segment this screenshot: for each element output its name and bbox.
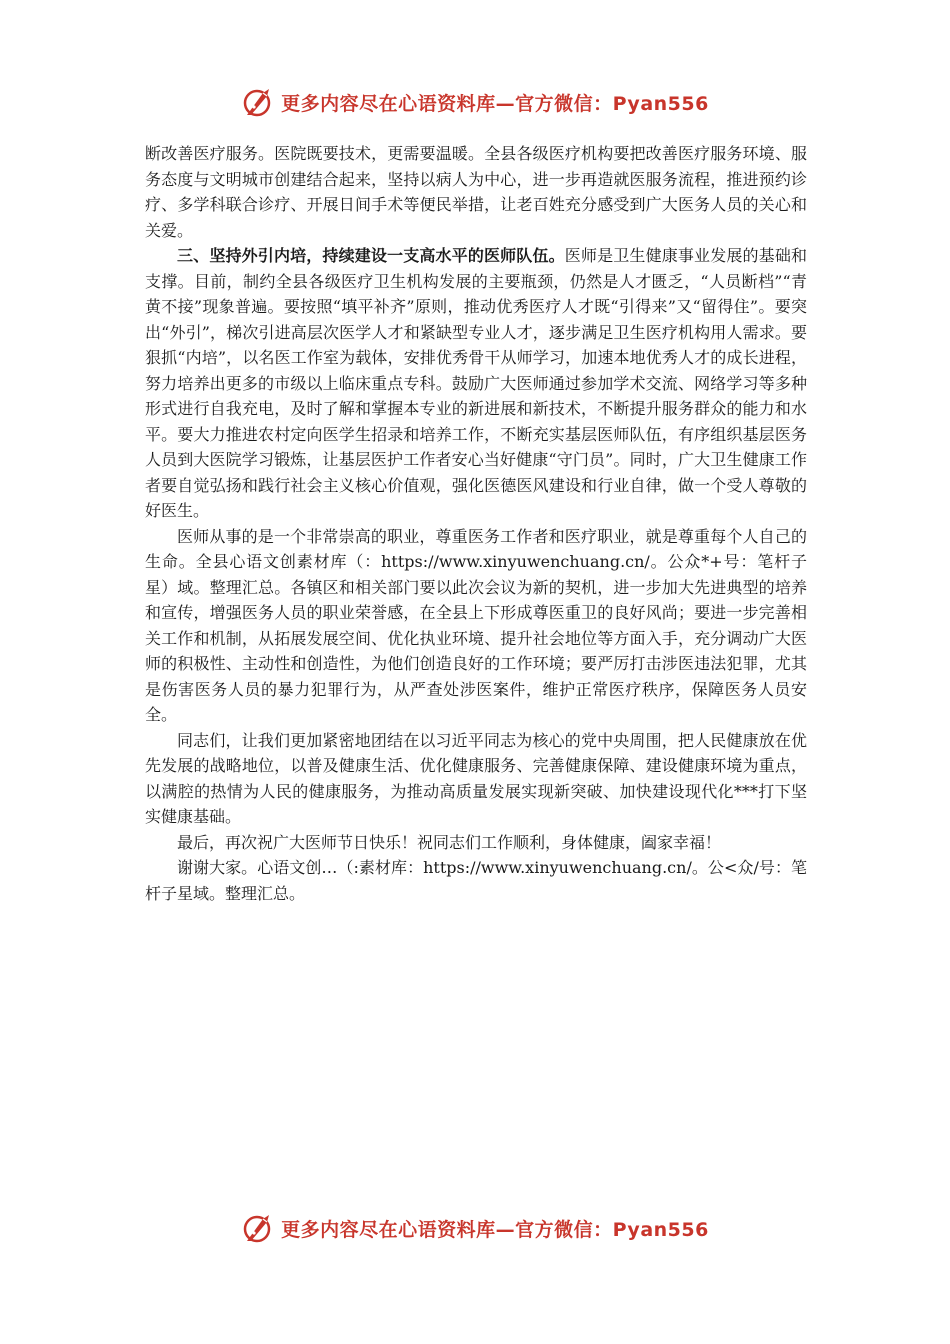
header-banner-text: 更多内容尽在心语资料库—官方微信：Pyan556 — [281, 92, 709, 115]
paragraph-2-text: 医师是卫生健康事业发展的基础和支撑。目前，制约全县各级医疗卫生机构发展的主要瓶颈，仍然是人才匮乏，“人员断档”“青黄不接”现象普遍。要按照“填平补齐”原则，推动优秀医疗人才既“引得来”又“留得住”。要突出“外引”，梯次引进高层次医学人才和紧缺型专业人才，逐步满足卫生医疗机构用人需求。要狠抓“内培”，以名医工作室为载体，安排优秀骨干从师学习，加速本地优秀人才的成长进程，努力培养出更多的市级以上临床重点专科。鼓励广大医师通过参加学术交流、网络学习等多种形式进行自我充电，及时了解和掌握本专业的新进展和新技术，不断提升服务群众的能力和水平。要大力推进农村定向医学生招录和培养工作，不断充实基层医师队伍，有序组织基层医务人员到大医院学习锻炼，让基层医护工作者安心当好健康“守门员”。同时，广大卫生健康工作者要自觉弘扬和践行社会主义核心价值观，强化医德医风建设和行业自律，做一个受人尊敬的好医生。 — [145, 246, 807, 520]
header-banner — [0, 82, 950, 122]
paragraph-4-text: 同志们，让我们更加紧密地团结在以习近平同志为核心的党中央周围，把人民健康放在优先发展的战略地位，以普及健康生活、优化健康服务、完善健康保障、建设健康环境为重点，以满腔的热情为人民的健康服务，为推动高质量发展实现新突破、加快建设现代化***打下坚实健康基础。 — [145, 730, 807, 826]
paragraph-6-text: 谢谢大家。心语文创…（:素材库：https://www.xinyuwenchuang.cn/。公<众/号：笔杆子星域。整理汇总。 — [145, 858, 807, 903]
paragraph-4 — [145, 728, 807, 830]
pen-nib-circle-icon — [241, 1211, 275, 1245]
paragraph-2-lead: 三、坚持外引内培，持续建设一支高水平的医师队伍。 — [177, 246, 565, 265]
paragraph-3 — [145, 524, 807, 728]
document-body — [145, 141, 807, 906]
paragraph-6 — [145, 855, 807, 906]
paragraph-1-text: 断改善医疗服务。医院既要技术，更需要温暖。全县各级医疗机构要把改善医疗服务环境、服务态度与文明城市创建结合起来，坚持以病人为中心，进一步再造就医服务流程，推进预约诊疗、多学科联合诊疗、开展日间手术等便民举措，让老百姓充分感受到广大医务人员的关心和关爱。 — [145, 144, 807, 240]
footer-banner-text: 更多内容尽在心语资料库—官方微信：Pyan556 — [281, 1218, 709, 1241]
footer-banner — [0, 1208, 950, 1248]
paragraph-5 — [145, 830, 807, 856]
paragraph-5-text: 最后，再次祝广大医师节日快乐！祝同志们工作顺利，身体健康，阖家幸福！ — [177, 832, 722, 852]
paragraph-1 — [145, 141, 807, 243]
paragraph-3-text: 医师从事的是一个非常崇高的职业，尊重医务工作者和医疗职业，就是尊重每个人自己的生命。全县心语文创素材库（：https://www.xinyuwenchuang.cn/。公众*+号：笔杆子星）域。整理汇总。各镇区和相关部门要以此次会议为新的契机，进一步加大先进典型的培养和宣传，增强医务人员的职业荣誉感，在全县上下形成尊医重卫的良好风尚；要进一步完善相关工作和机制，从拓展发展空间、优化执业环境、提升社会地位等方面入手，充分调动广大医师的积极性、主动性和创造性，为他们创造良好的工作环境；要严厉打击涉医违法犯罪，尤其是伤害医务人员的暴力犯罪行为，从严查处涉医案件，维护正常医疗秩序，保障医务人员安全。 — [145, 526, 807, 724]
paragraph-2 — [145, 243, 807, 524]
pen-nib-circle-icon — [241, 85, 275, 119]
